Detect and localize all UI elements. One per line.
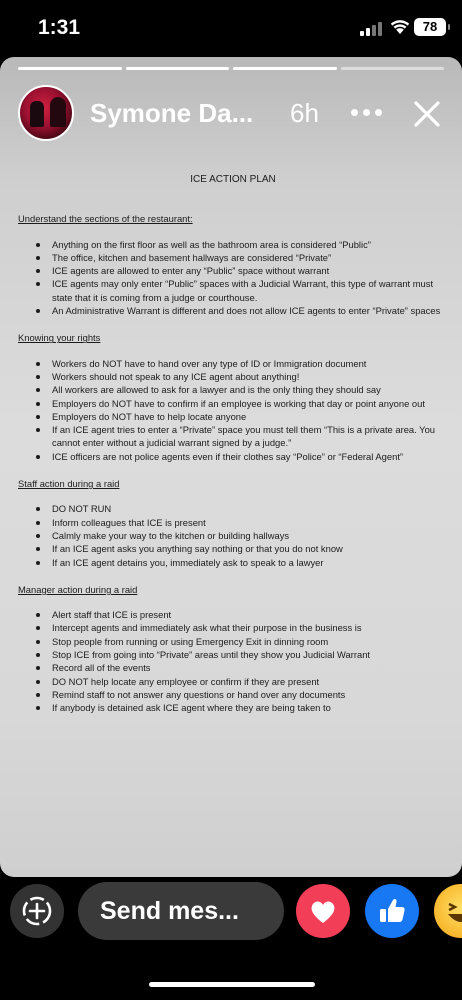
list-item: DO NOT RUN: [36, 502, 448, 515]
more-options-icon[interactable]: [351, 109, 383, 117]
story-header: [18, 85, 444, 143]
list-item: If anybody is detained ask ICE agent where they are being taken to: [36, 701, 448, 714]
list-item: All workers are allowed to ask for a lawyer and is the only thing they should say: [36, 383, 448, 396]
section-heading: Staff action during a raid: [18, 478, 120, 490]
section-heading: Understand the sections of the restaurant:: [18, 213, 193, 225]
document-image: [18, 169, 448, 729]
section-list: [18, 608, 448, 714]
list-item: If an ICE agent detains you, immediately ask to speak to a lawyer: [36, 556, 448, 569]
section-list: [18, 502, 448, 568]
section-heading: Knowing your rights: [18, 332, 101, 344]
list-item: ICE officers are not police agents even if their clothes say “Police” or “Federal Agent”: [36, 450, 448, 463]
wifi-icon: [389, 17, 411, 35]
story-username[interactable]: Symone Da...: [90, 98, 254, 128]
list-item: Anything on the first floor as well as the bathroom area is considered “Public”: [36, 238, 448, 251]
reply-bar: [0, 876, 462, 946]
list-item: Stop people from running or using Emergency Exit in dinning room: [36, 635, 448, 648]
camera-button[interactable]: [10, 884, 64, 938]
list-item: ICE agents may only enter “Public” spaces with a Judicial Warrant, this type of warrant must state that it is coming from a judge or courthouse.: [36, 277, 448, 304]
list-item: The office, kitchen and basement hallways are considered “Private”: [36, 251, 448, 264]
cellular-signal-icon: [360, 20, 386, 36]
haha-reaction-button[interactable]: [434, 884, 462, 938]
progress-segment: [233, 67, 337, 70]
list-item: An Administrative Warrant is different and does not allow ICE agents to enter “Private” spaces: [36, 304, 448, 317]
like-reaction-button[interactable]: [365, 884, 419, 938]
list-item: Workers should not speak to any ICE agent about anything!: [36, 370, 448, 383]
list-item: Employers do NOT have to help locate anyone: [36, 410, 448, 423]
status-bar: [0, 0, 462, 56]
list-item: ICE agents are allowed to enter any “Public” space without warrant: [36, 264, 448, 277]
progress-segment: [126, 67, 230, 70]
story-viewer[interactable]: [0, 57, 462, 877]
camera-add-icon: [10, 884, 64, 938]
list-item: If an ICE agent tries to enter a “Private” space you must tell them “This is a private area. You cannot enter without a judicial warrant signed by a judge.”: [36, 423, 448, 450]
close-icon[interactable]: [412, 99, 442, 129]
list-item: Remind staff to not answer any questions or hand over any documents: [36, 688, 448, 701]
list-item: Alert staff that ICE is present: [36, 608, 448, 621]
list-item: Intercept agents and immediately ask what their purpose in the business is: [36, 621, 448, 634]
list-item: Calmly make your way to the kitchen or building hallways: [36, 529, 448, 542]
haha-icon: [434, 884, 462, 938]
list-item: Stop ICE from going into “Private” areas until they show you Judicial Warrant: [36, 648, 448, 661]
story-time-ago: 6h: [290, 98, 319, 128]
progress-segment: [18, 67, 122, 70]
heart-reaction-button[interactable]: [296, 884, 350, 938]
send-message-input[interactable]: Send mes...: [78, 882, 284, 940]
list-item: Workers do NOT have to hand over any type of ID or Immigration document: [36, 357, 448, 370]
status-time: 1:31: [38, 16, 81, 39]
story-progress: [18, 67, 444, 70]
home-indicator[interactable]: [149, 982, 315, 987]
list-item: Record all of the events: [36, 661, 448, 674]
section-list: [18, 238, 448, 318]
list-item: Employers do NOT have to confirm if an employee is working that day or point anyone out: [36, 397, 448, 410]
battery-indicator: 78: [414, 18, 446, 36]
list-item: Inform colleagues that ICE is present: [36, 516, 448, 529]
list-item: DO NOT help locate any employee or confirm if they are present: [36, 675, 448, 688]
heart-icon: [296, 884, 350, 938]
like-icon: [365, 884, 419, 938]
progress-segment: [341, 67, 445, 70]
list-item: If an ICE agent asks you anything say nothing or that you do not know: [36, 542, 448, 555]
avatar[interactable]: [18, 85, 74, 141]
section-list: [18, 357, 448, 463]
document-title: ICE ACTION PLAN: [190, 174, 276, 185]
section-heading: Manager action during a raid: [18, 583, 138, 595]
